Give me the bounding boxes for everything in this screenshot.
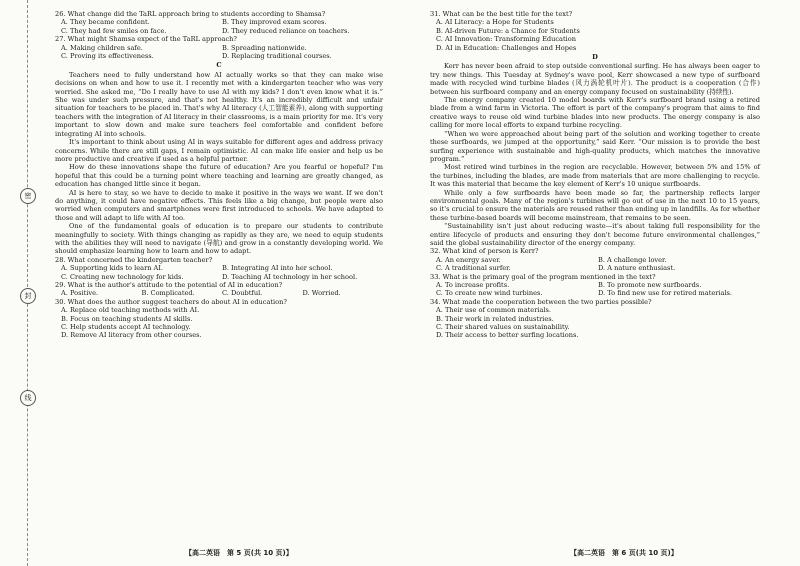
question-30-options [55, 306, 383, 340]
question-31: 31. What can be the best title for the text? [430, 10, 573, 18]
option: C. Doubtful. [222, 289, 263, 298]
option: A. To increase profits. [436, 281, 510, 289]
option: C. Proving its effectiveness. [61, 52, 154, 61]
passage-paragraph: The energy company created 10 model boards with Kerr's surfboard brand using a retired blade from a wind farm in Victoria. The effort is part of the company's program that aims to find creative ways to reuse old wind turbine blades into new products. The energy company is also calling for more local efforts to expand turbine recycling. [430, 96, 760, 130]
option: B. They improved exam scores. [222, 18, 327, 27]
binding-mark: 封 [20, 288, 36, 304]
option: D. To find new use for retired materials. [598, 289, 733, 298]
option: C. Creating new technology for kids. [61, 272, 184, 281]
left-column [55, 10, 383, 340]
option: D. A nature enthusiast. [598, 264, 676, 273]
option: B. Focus on teaching students AI skills. [61, 314, 193, 323]
question-32-options [430, 256, 760, 273]
option: C. Their shared values on sustainability. [436, 323, 570, 332]
option: B. To promote new surfboards. [598, 281, 702, 289]
question-29-options [55, 289, 383, 297]
option: A. AI Literacy: a Hope for Students [436, 18, 554, 27]
question-31-options [430, 18, 760, 52]
option: D. Replacing traditional courses. [222, 52, 332, 61]
question-28: 28. What concerned the kindergarten teacher? [55, 255, 213, 264]
option: B. Spreading nationwide. [222, 43, 307, 52]
binding-margin [18, 0, 38, 566]
passage-paragraph: While only a few surfboards have been made so far, the partnership reflects larger environmental goals. Many of the region's turbines will go out of use in the next 10 to 15 years, so it's crucial to ensure the materials are reused rather than ending up in landfills. As for whether these turbine-based boards will become mainstream, that remains to be seen. [430, 188, 760, 222]
passage-paragraph: How do these innovations shape the future of education? Are you fearful or hopeful? I'm hopeful that this could be a turning point where teaching and learning are greatly changed, as education has changed little since it began. [55, 163, 383, 189]
option: B. A challenge lover. [598, 255, 667, 264]
passage-paragraph: Most retired wind turbines in the region are recyclable. However, between 5% and 15% of the turbines, including the blades, are made from materials that are more challenging to recycle. It was this material that became the key element of Kerr's 10 unique surfboards. [430, 163, 760, 189]
passage-paragraph: AI is here to stay, so we have to decide to make it positive in the ways we want. If we don't do anything, it could have negative effects. This feels like a big change, but people were also worried when computers and smartphones were first introduced to schools. We have adapted to those and will adapt to life with AI too. [55, 188, 383, 222]
question-33: 33. What is the primary goal of the program mentioned in the text? [430, 272, 656, 281]
page-footer-6: 【高二英语 第 6 页(共 10 页)】 [570, 549, 678, 557]
section-heading-d: D [592, 53, 598, 62]
option: C. To create new wind turbines. [436, 289, 543, 298]
option: C. Help students accept AI technology. [61, 323, 191, 332]
option: D. Their access to better surfing locations. [436, 331, 579, 340]
question-27: 27. What might Shamsa expect of the TaRL approach? [55, 35, 237, 44]
passage-paragraph: One of the fundamental goals of education is to prepare our students to contribute meaningfully to society. With things changing as rapidly as they are, we need to equip students with the abilities they will need to navigate (导航) and grow in a constantly developing world. We should emphasize learning how to learn and how to adapt. [55, 222, 383, 256]
question-33-options [430, 281, 760, 298]
option: A. Their use of common materials. [436, 306, 551, 315]
option: A. They became confident. [61, 18, 150, 27]
option: C. AI Innovation: Transforming Education [436, 35, 576, 44]
option: B. Complicated. [141, 289, 195, 298]
binding-mark: 线 [20, 390, 36, 406]
passage-paragraph: Kerr has never been afraid to step outside conventional surfing. He has always been eager to try new things. This Tuesday at Sydney's wave pool, Kerr showcased a new type of surfboard made with recycled wind turbine blades (风力涡轮机叶片). The product is a cooperation (合作) between his surfboard company and an energy company focused on sustainability (持续性). [430, 62, 760, 96]
passage-paragraph: “When we were approached about being part of the solution and working together to create these surfboards, we jumped at the opportunity,” said Kerr. “Our mission is to provide the best surfing experience with sustainable and high-quality products, which matches the innovative program.” [430, 129, 760, 163]
page-footer-5: 【高二英语 第 5 页(共 10 页)】 [185, 549, 293, 557]
passage-paragraph: It's important to think about using AI in ways suitable for different ages and address privacy concerns. While there are still gaps, I remain optimistic. AI can make life easier and help us be more productive and creative if used as a helpful partner. [55, 138, 383, 163]
question-26: 26. What change did the TaRL approach bring to students according to Shamsa? [55, 10, 326, 18]
option: B. Integrating AI into her school. [222, 264, 333, 273]
binding-line [27, 0, 28, 566]
passage-paragraph: Teachers need to fully understand how AI actually works so that they can make wise decisions on when and how to use it. I recently met with a kindergarten teacher who was very worried. She asked me, “Do I really have to use AI with my kids? I don't even know what it is.” She was under such pressure, and that's not healthy. It's an incredibly difficult and unfair situation for teachers to be placed in. That's why AI literacy (人工智能素养), along with supporting teachers with the integration of AI literacy in their classrooms, is a main priority for me. It's very important to slow down and make sure teachers feel comfortable and confident before integrating AI into schools. [55, 70, 383, 138]
option: D. Worried. [302, 289, 341, 298]
option: A. Replace old teaching methods with AI. [61, 306, 200, 315]
question-26-options [55, 18, 383, 35]
option: D. AI in Education: Challenges and Hopes [436, 43, 577, 52]
right-column [430, 10, 760, 340]
option: D. Remove AI literacy from other courses. [61, 331, 202, 340]
passage-paragraph: “Sustainability isn't just about reducing waste—it's about taking full responsibility for the entire lifecycle of products and ensuring they don't become future environmental challenges,” said the global sustainability director of the energy company. [430, 222, 760, 247]
question-32: 32. What kind of person is Kerr? [430, 247, 539, 256]
question-34: 34. What made the cooperation between the two parties possible? [430, 297, 652, 306]
option: B. AI-driven Future: a Chance for Students [436, 26, 580, 35]
option: A. Making children safe. [61, 43, 143, 52]
question-28-options [55, 264, 383, 281]
option: C. They had few smiles on face. [61, 26, 167, 35]
option: D. They reduced reliance on teachers. [222, 26, 350, 35]
option: A. An energy saver. [436, 255, 501, 264]
option: C. A traditional surfer. [436, 264, 511, 273]
question-29: 29. What is the author's attitude to the potential of AI in education? [55, 281, 283, 289]
binding-mark: 密 [20, 188, 36, 204]
option: B. Their work in related industries. [436, 314, 554, 323]
question-27-options [55, 44, 383, 61]
option: A. Positive. [61, 289, 99, 298]
option: D. Teaching AI technology in her school. [222, 272, 358, 281]
section-heading-c: C [216, 61, 222, 70]
option: A. Supporting kids to learn AI. [61, 264, 164, 273]
question-30: 30. What does the author suggest teachers do about AI in education? [55, 297, 287, 306]
question-34-options [430, 306, 760, 340]
